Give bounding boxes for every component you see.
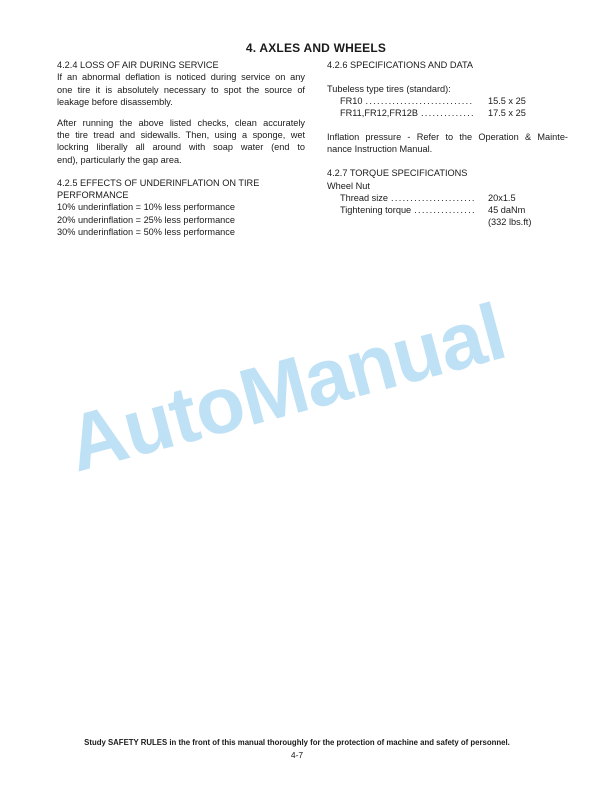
table-row [327,107,568,119]
paragraph-checks [57,117,305,166]
paragraph-line: lockring liberally all around with soap water (end to [57,142,305,153]
page-title: 4. AXLES AND WHEELS [245,41,387,55]
table-row [327,192,568,204]
paragraph-line: nance Instruction Manual. [327,143,433,154]
spec-label: Tightening torque [340,205,412,216]
paragraph-line: leakage before disassembly. [57,96,173,107]
dotted-leader [414,204,474,216]
right-column [327,59,568,229]
watermark-text: AutoManual [58,286,514,489]
page-number: 4-7 [290,750,304,760]
section-heading-426: 4.2.6 SPECIFICATIONS AND DATA [327,60,474,70]
page-footer [0,736,612,762]
table-row [327,95,568,107]
paragraph-air-loss [57,71,305,108]
list-item: 10% underinflation = 10% less performance [57,202,235,213]
spec-label: FR10 [340,96,363,107]
paragraph-line: end), particularly the gap area. [57,154,182,165]
paragraph-line: the tire tread and sidewalls. Then, using a sponge, wet [57,129,305,140]
paragraph-line: If an abnormal deflation is noticed during service on any [57,72,305,83]
spec-value: 15.5 x 25 [488,96,526,107]
section-heading-425 [57,177,305,202]
wheel-nut-subheading: Wheel Nut [327,180,370,191]
section-heading-424: 4.2.4 LOSS OF AIR DURING SERVICE [57,60,219,70]
underinflation-list [57,201,305,238]
dotted-leader [365,95,474,107]
table-row [327,204,568,216]
dotted-leader [421,107,474,119]
list-item: 30% underinflation = 50% less performance [57,227,235,238]
spec-label: Thread size [340,192,389,203]
paragraph-line: one tire it is absolutely necessary to spot the source of [57,84,305,95]
dotted-leader [391,192,474,204]
section-heading-427: 4.2.7 TORQUE SPECIFICATIONS [327,168,468,179]
spec-value: 20x1.5 [488,192,516,203]
spec-value: 45 daNm [488,205,526,216]
paragraph-inflation [327,131,568,156]
paragraph-line: After running the above listed checks, clean accurately [57,117,305,128]
torque-note: (332 lbs.ft) [488,217,532,228]
spec-label: FR11,FR12,FR12B [340,108,418,119]
left-column [57,59,305,238]
safety-note: Study SAFETY RULES in the front of this manual thoroughly for the protection of machine and safety of personnel. [84,738,510,747]
tires-intro: Tubeless type tires (standard): [327,83,451,94]
spec-value: 17.5 x 25 [488,108,526,119]
paragraph-line: Inflation pressure - Refer to the Operation & Mainte- [327,131,568,142]
section-heading-line: PERFORMANCE [57,190,129,201]
list-item: 20% underinflation = 25% less performance [57,214,235,225]
section-heading-line: 4.2.5 EFFECTS OF UNDERINFLATION ON TIRE [57,177,260,188]
